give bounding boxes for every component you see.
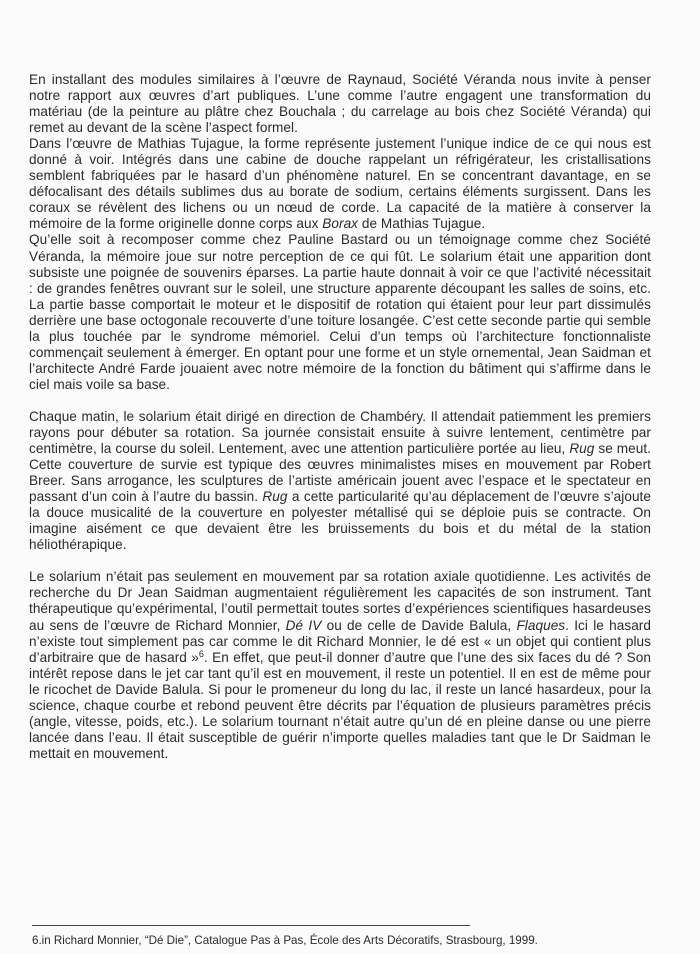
artwork-title-flaques: Flaques bbox=[516, 617, 566, 633]
paragraph-gap bbox=[29, 553, 651, 569]
footnote-separator bbox=[32, 925, 470, 926]
artwork-title-rug: Rug bbox=[569, 441, 595, 457]
artwork-title-borax: Borax bbox=[322, 216, 359, 232]
paragraph-5: Le solarium n’était pas seulement en mouvement par sa rotation axiale quotidienne. Les activités de recherche du Dr Jean Saidman augmentaient régulièrement les capacités de son instrument. Tant thérapeutique qu’expérimental, l’outil permettait toutes sortes d’expériences scientifiques hasardeuses au sens de l’œuvre de Richard Monnier, Dé IV ou de celle de Davide Balula, Flaques. Ici le hasard n’existe tout simplement pas car comme le dit Richard Monnier, le dé est « un objet qui contient plus d’arbitraire que de hasard »$^6$. En effet, que peut-il donner d’autre que l’une des six faces du dé ? Son intérêt repose dans le jet car tant qu’il est en mouvement, il reste un potentiel. Il en est de même pour le ricochet de Davide Balula. Si pour le promeneur du long du lac, il reste un lancé hasardeux, pour la science, chaque courbe et rebond peuvent être décrits par l’équation de plusieurs paramètres précis (angle, vitesse, poids, etc.). Le solarium tournant n’était autre qu’un dé en pleine danse ou une pierre lancée dans l’eau. Il était susceptible de guérir n’importe quelles maladies tant que le Dr Saidman le mettait en mouvement. bbox=[29, 569, 651, 761]
footnote: 6.in Richard Monnier, “Dé Die”, Catalogue Pas à Pas, École des Arts Décoratifs, Strasbourg, 1999. bbox=[32, 934, 538, 947]
body-text bbox=[29, 72, 651, 762]
artwork-title-rug: Rug bbox=[262, 489, 288, 505]
artwork-title-de-iv: Dé IV bbox=[285, 617, 322, 633]
paragraph-2: Dans l’œuvre de Mathias Tujague, la forme représente justement l’unique indice de ce qui nous est donné à voir. Intégrés dans une cabine de douche rappelant un réfrigérateur, les cristallisations semblent fabriquées par le hasard d’un phénomène naturel. En se concentrant davantage, en se défocalisant des détails sublimes dus au borate de sodium, certains éléments surgissent. Dans les coraux se révèlent des lichens ou un nœud de corde. La capacité de la matière à conserver la mémoire de la forme originelle donne corps aux Borax de Mathias Tujague. bbox=[29, 136, 651, 232]
footnote-reference: 6 bbox=[198, 648, 204, 659]
paragraph-4: Chaque matin, le solarium était dirigé en direction de Chambéry. Il attendait patiemment les premiers rayons pour débuter sa rotation. Sa journée consistait ensuite à suivre lentement, centimètre par centimètre, la course du soleil. Lentement, avec une attention particulière portée au lieu, Rug se meut. Cette couverture de survie est typique des œuvres minimalistes mises en mouvement par Robert Breer. Sans arrogance, les sculptures de l’artiste américain jouent avec l’espace et le spectateur en passant d’un coin à l’autre du bassin. Rug a cette particularité qu’au déplacement de l’œuvre s’ajoute la douce musicalité de la couverture en polyester métallisé qui se déploie puis se contracte. On imagine aisément ce que devaient être les bruissements du bois et du métal de la station héliothérapique. bbox=[29, 408, 651, 553]
paragraph-3: Qu’elle soit à recomposer comme chez Pauline Bastard ou un témoignage comme chez Société Véranda, la mémoire joue sur notre perception de ce qui fût. Le solarium était une apparition dont subsiste une poignée de souvenirs éparses. La partie haute donnait à voir ce que l’activité nécessitait : de grandes fenêtres ouvrant sur le soleil, une structure apparente découpant les salles de soins, etc. La partie basse comportait le moteur et le dispositif de rotation qui étaient pour leur part dissimulés derrière une base octogonale recouverte d’une toiture losangée. C’est cette seconde partie qui semble la plus touchée par le syndrome mémoriel. Celui d’un temps où l’architecture fonctionnaliste commençait seulement à émerger. En optant pour une forme et un style ornemental, Jean Saidman et l’architecte André Farde jouaient avec notre mémoire de la fonction du bâtiment qui s’affirme dans le ciel mais voile sa base. bbox=[29, 232, 651, 392]
paragraph-gap bbox=[29, 393, 651, 409]
paragraph-1: En installant des modules similaires à l’œuvre de Raynaud, Société Véranda nous invite à penser notre rapport aux œuvres d’art publiques. L’une comme l’autre engagent une transformation du matériau (de la peinture au plâtre chez Bouchala ; du carrelage au bois chez Société Véranda) qui remet au devant de la scène l’aspect formel. bbox=[29, 72, 651, 136]
